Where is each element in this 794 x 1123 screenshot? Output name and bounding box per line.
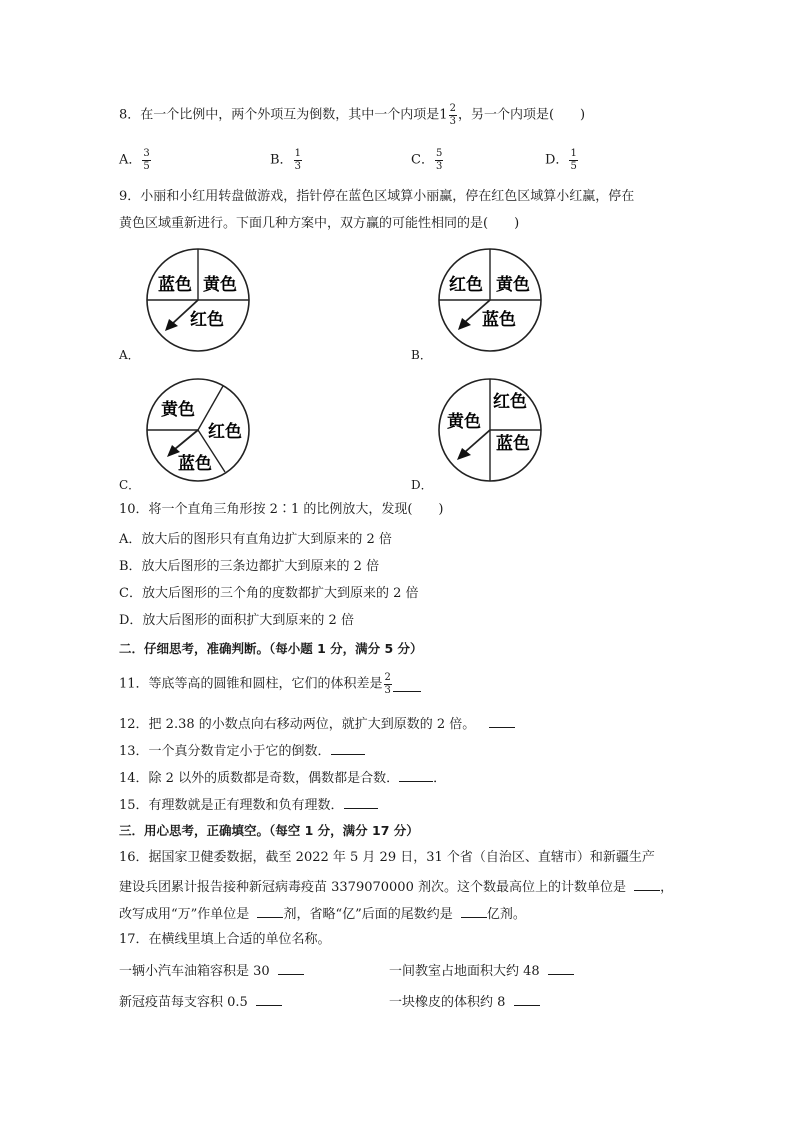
q16-text: 建设兵团累计报告接种新冠病毒疫苗 3379070000 剂次。这个数最高位上的计数单位是 [119,880,626,895]
q10-option-a[interactable]: A．放大后的图形只有直角边扩大到原来的 2 倍 [119,532,392,547]
q15-answer-blank[interactable] [344,794,378,809]
sector-label: 蓝色 [482,310,516,330]
q9-option-c-label[interactable]: C． [119,478,141,492]
numerator: 2 [384,672,391,683]
q16-blank-2[interactable] [257,903,283,918]
sector-label: 黄色 [161,400,195,420]
mixed-denominator: 3 [449,116,456,127]
denominator: 3 [294,161,301,172]
q8-option-b[interactable] [270,148,303,173]
sector-label: 黄色 [203,275,237,295]
q17-item-text: 新冠疫苗每支容积 0.5 [119,995,248,1010]
question-13 [119,740,365,762]
mixed-whole: 1 [439,107,448,123]
q16-line-1: 16．据国家卫健委数据，截至 2022 年 5 月 29 日，31 个省（自治区、直辖市）和新疆生产 [119,850,655,865]
q12-text: 12．把 2.38 的小数点向右移动两位，就扩大到原数的 2 倍。 [119,717,476,732]
option-label: C． [411,152,434,168]
q8-option-a[interactable] [119,148,152,173]
q17-blank-2[interactable] [548,960,574,975]
q16-line-3 [119,903,526,925]
q17-item-text: 一块橡皮的体积约 8 [389,995,506,1010]
q16-blank-1[interactable] [634,876,660,891]
section-3-heading: 三．用心思考，正确填空。（每空 1 分，满分 17 分） [119,823,419,838]
q8-mixed-number [439,103,458,128]
denominator: 5 [143,161,150,172]
spinner-b [437,247,543,353]
q17-item-text: 一辆小汽车油箱容积是 30 [119,964,270,979]
q17-item-text: 一间教室占地面积大约 48 [389,964,540,979]
q9-option-b-label[interactable]: B． [411,348,432,362]
numerator: 1 [570,148,577,159]
q16-text: 改写成用“万”作单位是 [119,907,250,922]
q9-line-1: 9．小丽和小红用转盘做游戏，指针停在蓝色区域算小丽赢，停在红色区域算小红赢，停在 [119,189,635,204]
q14-period: ． [433,771,447,786]
q9-option-d-label[interactable]: D． [411,478,433,492]
q17-item-2 [389,960,574,982]
option-label: D． [545,152,569,168]
numerator: 5 [435,148,443,159]
option-label: B． [270,152,293,168]
q8-text: 8．在一个比例中，两个外项互为倒数，其中一个内项是 [119,107,440,123]
mixed-numerator: 2 [449,103,456,114]
q17-stem: 17．在横线里填上合适的单位名称。 [119,932,331,947]
q16-text: 剂，省略“亿”后面的尾数约是 [283,907,453,922]
q15-text: 15．有理数就是正有理数和负有理数． [119,798,344,813]
q8-option-d[interactable] [545,148,579,173]
q8-option-c[interactable] [411,148,444,173]
question-14 [119,767,446,789]
q10-option-b[interactable]: B．放大后图形的三条边都扩大到原来的 2 倍 [119,559,380,574]
q17-item-1 [119,960,304,982]
q16-blank-3[interactable] [461,903,487,918]
q13-answer-blank[interactable] [331,740,365,755]
numerator: 3 [143,148,150,159]
spinner-a [145,247,251,353]
denominator: 5 [570,161,577,172]
q10-stem: 10．将一个直角三角形按 2∶1 的比例放大，发现( ) [119,502,444,517]
q17-blank-1[interactable] [278,960,304,975]
q14-answer-blank[interactable] [399,767,433,782]
spinner-d [437,377,543,483]
q9-option-a-label[interactable]: A． [119,348,140,362]
q17-item-4 [389,991,540,1013]
numerator: 1 [294,148,301,159]
sector-label: 红色 [449,275,483,295]
q9-line-2: 黄色区域重新进行。下面几种方案中，双方赢的可能性相同的是( ) [119,216,520,231]
q10-option-c[interactable]: C．放大后图形的三个角的度数都扩大到原来的 2 倍 [119,586,419,601]
q10-option-d[interactable]: D．放大后图形的面积扩大到原来的 2 倍 [119,613,354,628]
sector-label: 红色 [208,422,242,442]
question-15 [119,794,378,816]
denominator: 3 [384,685,391,696]
sector-label: 红色 [190,310,224,330]
sector-label: 蓝色 [496,434,530,454]
question-12 [119,713,515,735]
q14-text: 14．除 2 以外的质数都是奇数，偶数都是合数． [119,771,400,786]
option-label: A． [119,152,142,168]
question-11 [119,672,421,697]
spinner-c [145,377,251,483]
q17-blank-3[interactable] [256,991,282,1006]
q12-answer-blank[interactable] [489,713,515,728]
q17-item-3 [119,991,282,1013]
q11-text: 11．等底等高的圆锥和圆柱，它们的体积差是 [119,676,383,692]
q8-text-after: ，另一个内项是( ) [457,107,586,123]
q11-answer-blank[interactable] [393,677,421,692]
sector-label: 蓝色 [178,454,212,474]
section-2-heading: 二．仔细思考，准确判断。（每小题 1 分，满分 5 分） [119,641,423,656]
q17-blank-4[interactable] [514,991,540,1006]
denominator: 3 [435,161,443,172]
sector-label: 黄色 [447,412,481,432]
sector-label: 蓝色 [158,275,192,295]
q16-comma: ， [660,880,674,895]
q13-text: 13．一个真分数肯定小于它的倒数． [119,744,331,759]
q16-text: 亿剂。 [486,907,526,922]
q16-line-2 [119,876,673,898]
sector-label: 红色 [493,392,527,412]
question-8 [119,103,585,128]
sector-label: 黄色 [496,275,530,295]
